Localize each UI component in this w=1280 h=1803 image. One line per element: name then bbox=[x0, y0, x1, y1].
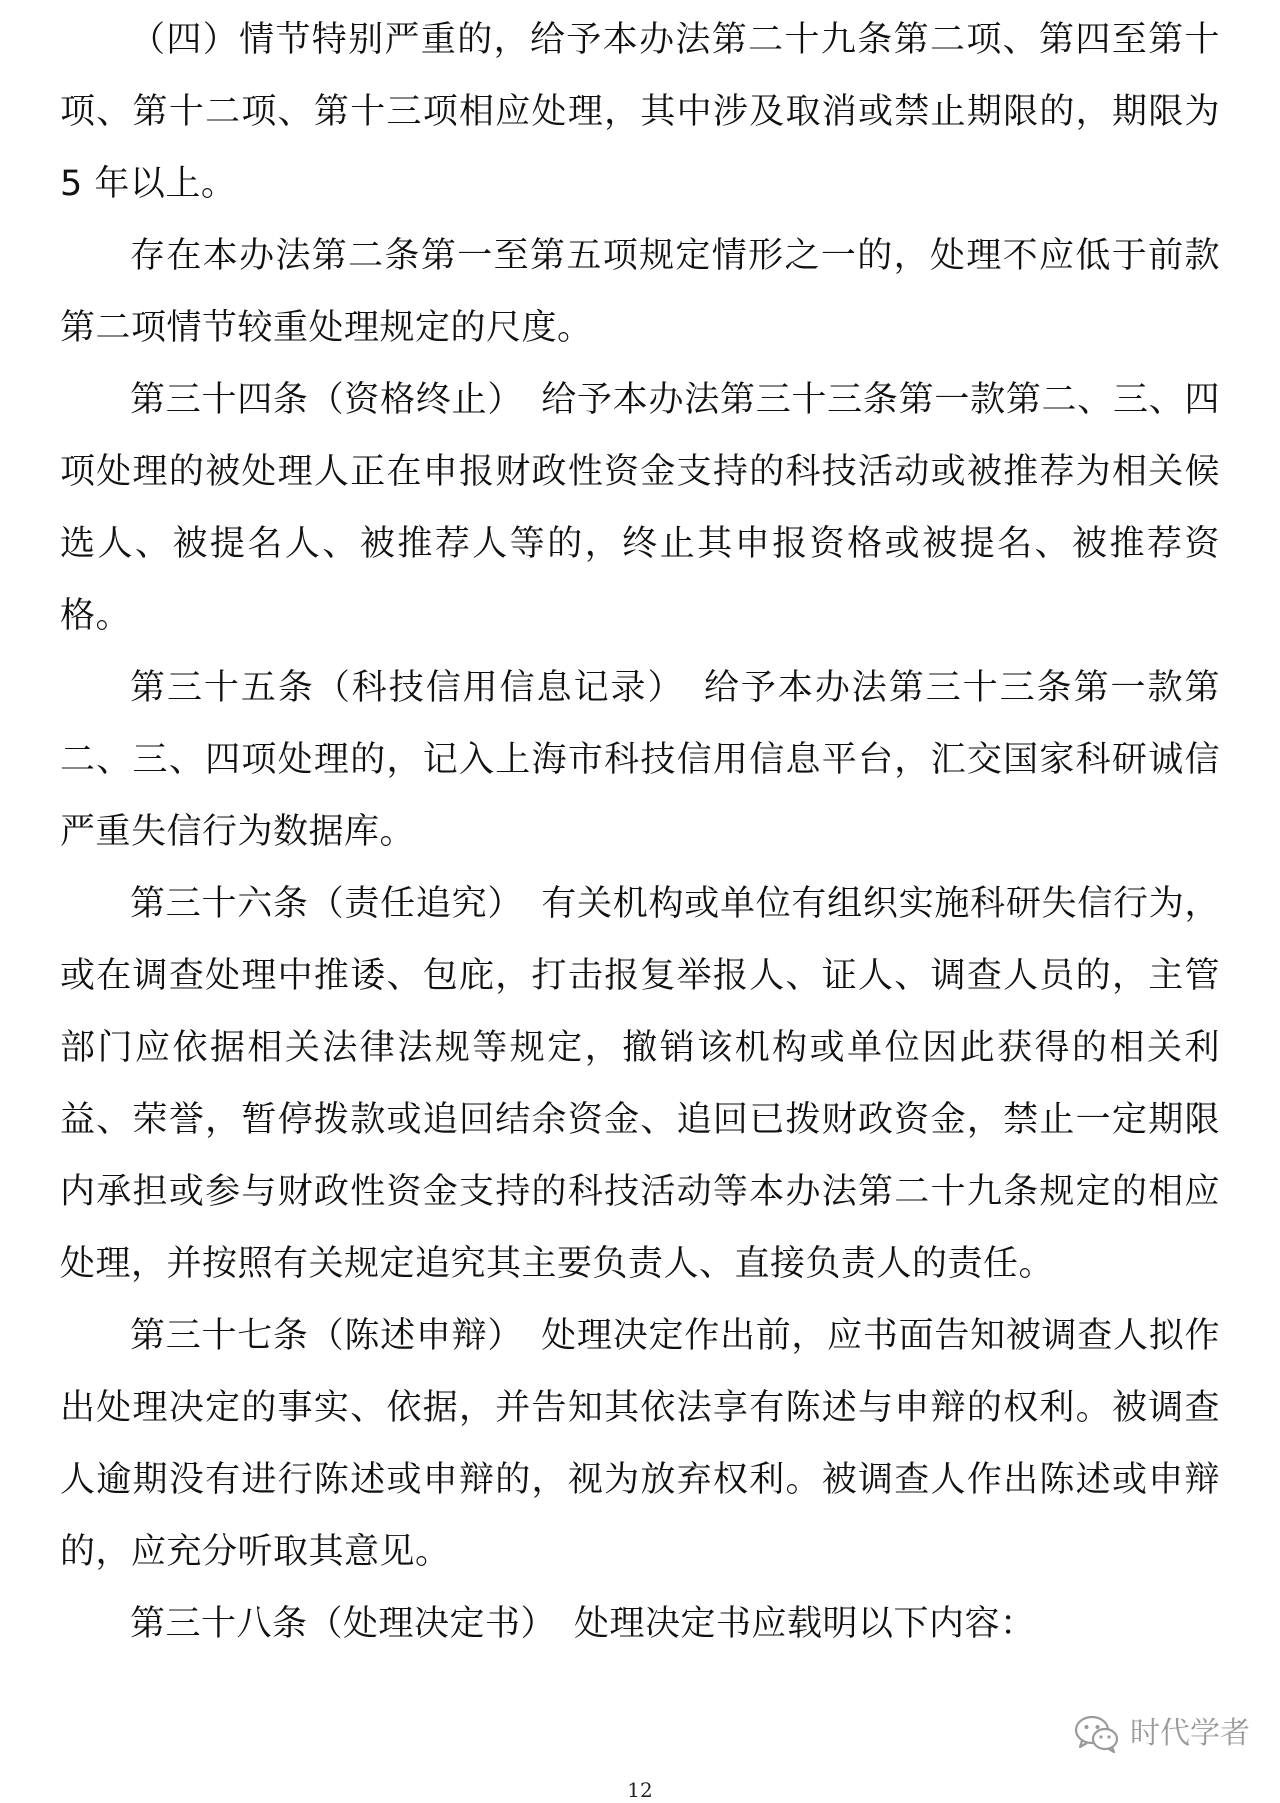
paragraph-article-2-note: 存在本办法第二条第一至第五项规定情形之一的，处理不应低于前款第二项情节较重处理规定的尺度。 bbox=[60, 236, 1220, 348]
paragraph-article-38: 第三十八条（处理决定书） 处理决定书应载明以下内容： bbox=[130, 1604, 1036, 1644]
paragraph-item-4-severe: （四）情节特别严重的，给予本办法第二十九条第二项、第四至第十项、第十二项、第十三项相应处理，其中涉及取消或禁止期限的，期限为 5 年以上。 bbox=[60, 20, 1220, 204]
wechat-icon bbox=[1074, 1714, 1120, 1754]
paragraph-article-37: 第三十七条（陈述申辩） 处理决定作出前，应书面告知被调查人拟作出处理决定的事实、依据，并告知其依法享有陈述与申辩的权利。被调查人逾期没有进行陈述或申辩的，视为放弃权利。被调查人作出陈述或申辩的，应充分听取其意见。 bbox=[60, 1316, 1220, 1572]
paragraph-article-35: 第三十五条（科技信用信息记录） 给予本办法第三十三条第一款第二、三、四项处理的，记入上海市科技信用信息平台，汇交国家科研诚信严重失信行为数据库。 bbox=[60, 668, 1220, 852]
paragraph-article-36: 第三十六条（责任追究） 有关机构或单位有组织实施科研失信行为，或在调查处理中推诿、包庇，打击报复举报人、证人、调查人员的，主管部门应依据相关法律法规等规定，撤销该机构或单位因此获得的相关利益、荣誉，暂停拨款或追回结余资金、追回已拨财政资金，禁止一定期限内承担或参与财政性资金支持的科技活动等本办法第二十九条规定的相应处理，并按照有关规定追究其主要负责人、直接负责人的责任。 bbox=[60, 884, 1220, 1284]
watermark-label: 时代学者 bbox=[1130, 1716, 1250, 1751]
page-number: 12 bbox=[627, 1778, 653, 1802]
paragraph-article-34: 第三十四条（资格终止） 给予本办法第三十三条第一款第二、三、四项处理的被处理人正在申报财政性资金支持的科技活动或被推荐为相关候选人、被提名人、被推荐人等的，终止其申报资格或被提名、被推荐资格。 bbox=[60, 380, 1220, 636]
wechat-watermark bbox=[1074, 1714, 1250, 1754]
document-body bbox=[60, 4, 1220, 1660]
